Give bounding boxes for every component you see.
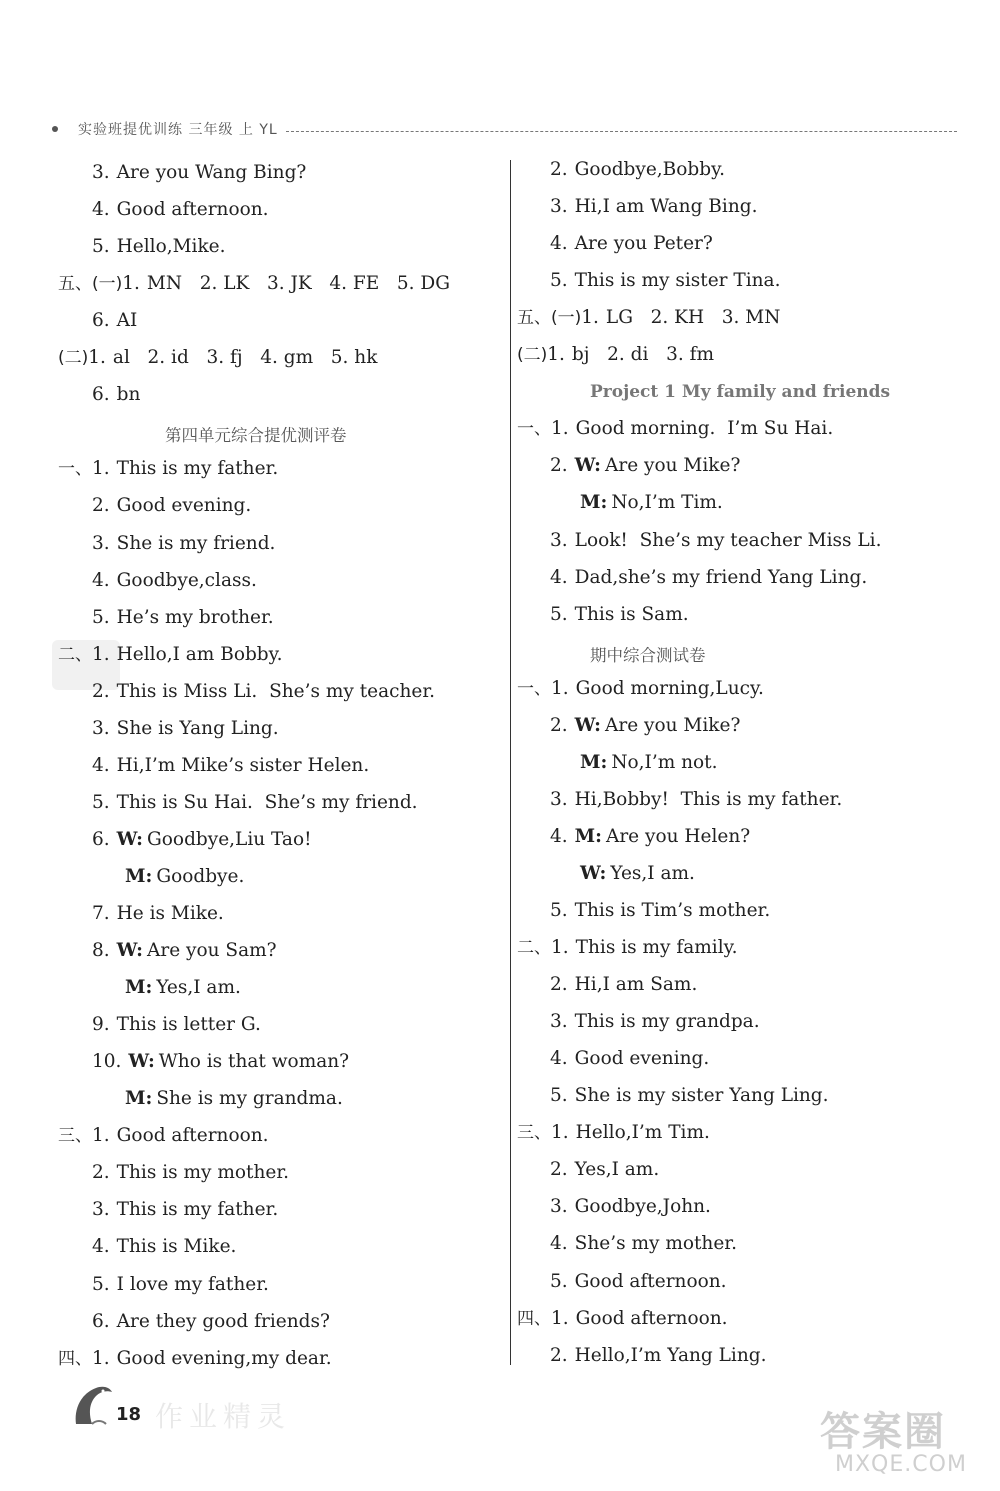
answer-line xyxy=(517,343,714,367)
answer-text: She is my sister Yang Ling. xyxy=(574,1085,829,1107)
answer-text: Hello,I am Bobby. xyxy=(116,643,283,665)
answer-line xyxy=(58,1347,332,1371)
item-number: 1. xyxy=(547,344,565,366)
item-number: 3. xyxy=(550,1011,568,1033)
item-number: 1. xyxy=(92,643,110,665)
answer-line xyxy=(550,566,867,590)
answer-line xyxy=(92,828,312,852)
item-number: 5. xyxy=(92,236,110,258)
answer-text: He is Mike. xyxy=(116,903,224,924)
answer-line xyxy=(58,346,377,370)
item-number: 5. xyxy=(550,1270,568,1292)
answer-text: Yes,I am. xyxy=(574,1159,660,1181)
answer-line xyxy=(580,751,718,775)
answer-line xyxy=(58,457,278,481)
answer-text: Goodbye,John. xyxy=(574,1196,711,1218)
speaker-label: W: xyxy=(574,714,602,736)
item-number: 5. xyxy=(550,270,568,292)
answer-text: Good afternoon. xyxy=(574,1270,727,1292)
item-number: 3. xyxy=(550,788,568,810)
answer-line xyxy=(550,1195,711,1219)
answer-text: This is my grandpa. xyxy=(574,1011,760,1033)
speaker-label: M: xyxy=(125,865,153,887)
section-marker: 二、 xyxy=(58,644,92,665)
answer-text: She’s my mother. xyxy=(574,1233,737,1255)
answer-text: She is my grandma. xyxy=(156,1088,343,1110)
answer-line xyxy=(92,902,224,926)
answer-line xyxy=(92,791,418,815)
answer-text: Are you Peter? xyxy=(574,233,713,255)
page-header xyxy=(52,117,957,141)
answer-line xyxy=(550,195,757,219)
section-marker: 一、 xyxy=(517,678,551,699)
answer-line xyxy=(125,1087,343,1111)
answer-text: Yes,I am. xyxy=(610,862,695,884)
item-number: 2. xyxy=(550,1159,568,1181)
item-number: 7. xyxy=(92,903,110,924)
answer-line xyxy=(58,643,283,667)
item-number: 5. xyxy=(550,1085,568,1107)
answer-line xyxy=(92,1161,289,1185)
answer-line xyxy=(550,899,770,923)
answer-line xyxy=(550,714,740,738)
item-number: 1. xyxy=(551,418,569,440)
answer-text: Good afternoon. xyxy=(116,1125,269,1147)
answer-line xyxy=(550,1047,709,1071)
speaker-label: W: xyxy=(574,455,602,477)
item-number: 10. xyxy=(92,1051,122,1073)
answer-text: This is Tim’s mother. xyxy=(574,900,771,921)
answer-line xyxy=(92,1050,349,1074)
section-marker: 四、 xyxy=(58,1348,92,1369)
section-marker: 二、 xyxy=(517,938,551,959)
answer-line xyxy=(550,825,750,849)
answer-text: Good evening,my dear. xyxy=(116,1347,332,1369)
answer-line xyxy=(92,1235,236,1259)
item-number: 4. xyxy=(550,566,568,588)
speaker-label: M: xyxy=(125,977,153,999)
answer-line xyxy=(550,158,725,182)
answer-text: This is Mike. xyxy=(116,1236,237,1258)
answer-line xyxy=(92,717,279,741)
answer-line xyxy=(92,1013,261,1037)
answer-text: She is my friend. xyxy=(116,532,276,554)
answer-line xyxy=(550,232,713,256)
item-number: 3. xyxy=(92,162,110,183)
answer-line xyxy=(550,1010,760,1034)
answer-text: This is my sister Tina. xyxy=(574,270,781,292)
item-number: 3. xyxy=(550,196,568,218)
item-number: 1. xyxy=(92,1125,110,1147)
section-marker: 一、 xyxy=(58,459,92,480)
answer-text: Yes,I am. xyxy=(156,977,241,999)
speaker-label: M: xyxy=(574,825,602,847)
watermark-url: MXQE.COM xyxy=(835,1452,967,1477)
item-number: 4. xyxy=(550,233,568,255)
item-number: 6. xyxy=(92,828,110,850)
answer-text: Look! She’s my teacher Miss Li. xyxy=(574,529,882,551)
item-number: 1. xyxy=(92,458,110,480)
answer-line xyxy=(517,306,780,330)
section-marker: 五、(一) xyxy=(58,274,123,295)
answer-line xyxy=(550,1084,829,1108)
answer-line xyxy=(92,494,251,518)
answer-line xyxy=(92,939,277,963)
answer-line xyxy=(92,161,306,185)
answer-text: MN 2. LK 3. JK 4. FE 5. DG xyxy=(146,273,451,295)
answer-text: bn xyxy=(116,384,141,406)
item-number: 3. xyxy=(550,529,568,551)
answer-line xyxy=(517,1121,710,1145)
item-number: 1. xyxy=(581,307,599,329)
answer-line xyxy=(580,491,723,515)
answer-text: This is my family. xyxy=(575,937,738,959)
answer-text: Hi,I’m Mike’s sister Helen. xyxy=(116,754,370,776)
header-rule xyxy=(286,131,957,132)
answer-line xyxy=(58,272,450,296)
answer-line xyxy=(92,680,435,704)
item-number: 2. xyxy=(92,495,110,517)
item-number: 1. xyxy=(88,347,106,369)
item-number: 4. xyxy=(550,1233,568,1255)
answer-text: Good morning,Lucy. xyxy=(575,677,764,699)
dolphin-icon xyxy=(70,1380,114,1430)
item-number: 3. xyxy=(92,717,110,739)
item-number: 1. xyxy=(122,273,140,295)
answer-line xyxy=(125,976,241,1000)
answer-text: No,I’m not. xyxy=(611,751,718,773)
item-number: 5. xyxy=(92,791,110,813)
section-marker: 四、 xyxy=(517,1308,551,1329)
answer-text: This is Sam. xyxy=(574,603,689,625)
answer-line xyxy=(550,1232,737,1256)
answer-line xyxy=(517,417,833,441)
answer-line xyxy=(125,865,244,889)
answer-text: Hello,Mike. xyxy=(116,236,226,258)
item-number: 8. xyxy=(92,940,110,962)
item-number: 9. xyxy=(92,1014,110,1036)
answer-text: Hi,I am Wang Bing. xyxy=(574,196,758,218)
answer-text: Who is that woman? xyxy=(158,1051,350,1073)
section-heading: 第四单元综合提优测评卷 xyxy=(165,426,347,446)
answer-line xyxy=(92,532,275,556)
answer-line xyxy=(92,235,226,259)
item-number: 5. xyxy=(550,603,568,625)
answer-text: Hi,Bobby! This is my father. xyxy=(574,788,843,810)
item-number: 2. xyxy=(92,1162,110,1184)
answer-text: Good morning. I’m Su Hai. xyxy=(575,418,834,440)
answer-text: No,I’m Tim. xyxy=(611,492,723,514)
column-divider xyxy=(510,160,511,1365)
answer-text: al 2. id 3. fj 4. gm 5. hk xyxy=(112,347,378,369)
answer-text: This is my mother. xyxy=(116,1162,290,1184)
item-number: 5. xyxy=(92,606,110,628)
speaker-label: W: xyxy=(580,862,607,884)
item-number: 1. xyxy=(551,1307,569,1329)
section-marker: (二) xyxy=(58,348,89,369)
answer-line xyxy=(92,1310,330,1334)
answer-text: Are you Mike? xyxy=(605,714,741,736)
answer-line xyxy=(580,862,695,886)
answer-text: Are you Wang Bing? xyxy=(116,162,307,183)
answer-line xyxy=(92,754,369,778)
watermark-logo: 答案圈 xyxy=(820,1409,946,1455)
answer-text: I love my father. xyxy=(116,1273,269,1295)
item-number: 4. xyxy=(92,569,110,591)
answer-text: Good evening. xyxy=(116,495,252,517)
item-number: 5. xyxy=(550,900,568,921)
answer-text: Are you Helen? xyxy=(605,825,751,847)
answer-line xyxy=(92,198,269,222)
answer-text: LG 2. KH 3. MN xyxy=(605,307,781,329)
answer-line xyxy=(58,1124,269,1148)
answer-text: This is Su Hai. She’s my friend. xyxy=(116,791,418,813)
answer-line xyxy=(550,1270,727,1294)
item-number: 4. xyxy=(550,825,568,847)
item-number: 2. xyxy=(550,974,568,996)
speaker-label: M: xyxy=(580,492,608,514)
answer-text: This is Miss Li. She’s my teacher. xyxy=(116,680,436,702)
item-number: 4. xyxy=(92,1236,110,1258)
answer-line xyxy=(92,383,140,407)
item-number: 2. xyxy=(550,714,568,736)
section-heading: Project 1 My family and friends xyxy=(590,382,891,403)
item-number: 3. xyxy=(92,532,110,554)
book-title: 实验班提优训练 三年级 上 YL xyxy=(78,122,278,138)
answer-line xyxy=(550,1158,659,1182)
answer-text: Dad,she’s my friend Yang Ling. xyxy=(574,566,868,588)
speaker-label: W: xyxy=(128,1051,155,1073)
section-heading: 期中综合测试卷 xyxy=(590,645,706,665)
page-footer xyxy=(70,1380,141,1430)
answer-text: Goodbye,Liu Tao! xyxy=(147,828,312,850)
answer-text: This is my father. xyxy=(116,458,279,480)
answer-line xyxy=(92,309,137,333)
item-number: 6. xyxy=(92,384,110,406)
item-number: 2. xyxy=(92,680,110,702)
answer-text: Good afternoon. xyxy=(116,199,269,221)
answer-text: Hello,I’m Yang Ling. xyxy=(574,1344,767,1366)
item-number: 1. xyxy=(551,1122,569,1144)
answer-line xyxy=(550,269,780,293)
section-marker: 五、(一) xyxy=(517,308,582,329)
section-marker: 三、 xyxy=(58,1126,92,1147)
answer-text: Good afternoon. xyxy=(575,1307,728,1329)
section-marker: (二) xyxy=(517,345,548,366)
watermark-left: 作业精灵 xyxy=(155,1400,292,1433)
page-number: 18 xyxy=(116,1403,142,1425)
answer-text: Hello,I’m Tim. xyxy=(575,1122,710,1144)
answer-text: Good evening. xyxy=(574,1048,710,1070)
item-number: 3. xyxy=(92,1199,110,1221)
speaker-label: W: xyxy=(116,828,144,850)
answer-text: Goodbye. xyxy=(156,865,245,887)
answer-text: Are you Mike? xyxy=(605,455,741,477)
item-number: 1. xyxy=(92,1347,110,1369)
answer-line xyxy=(92,606,274,630)
answer-line xyxy=(550,603,689,627)
answer-text: Goodbye,Bobby. xyxy=(574,159,725,180)
answer-line xyxy=(92,1198,278,1222)
answer-text: He’s my brother. xyxy=(116,606,274,628)
item-number: 4. xyxy=(92,754,110,776)
answer-line xyxy=(92,569,257,593)
item-number: 2. xyxy=(550,455,568,477)
answer-text: Are they good friends? xyxy=(116,1310,330,1332)
speaker-label: W: xyxy=(116,940,144,962)
answer-text: This is letter G. xyxy=(116,1014,261,1036)
item-number: 6. xyxy=(92,1310,110,1332)
answer-text: She is Yang Ling. xyxy=(116,717,279,739)
item-number: 5. xyxy=(92,1273,110,1295)
answer-text: Are you Sam? xyxy=(147,940,277,962)
item-number: 1. xyxy=(551,677,569,699)
speaker-label: M: xyxy=(580,751,608,773)
answer-line xyxy=(550,1344,767,1368)
answer-line xyxy=(550,454,740,478)
answer-line xyxy=(517,936,738,960)
answer-line xyxy=(550,973,697,997)
answer-line xyxy=(92,1273,269,1297)
answer-text: AI xyxy=(116,310,138,332)
answer-line xyxy=(550,788,842,812)
item-number: 4. xyxy=(92,199,110,221)
section-marker: 一、 xyxy=(517,419,551,440)
item-number: 4. xyxy=(550,1048,568,1070)
item-number: 6. xyxy=(92,310,110,332)
speaker-label: M: xyxy=(125,1088,153,1110)
item-number: 2. xyxy=(550,1344,568,1366)
item-number: 1. xyxy=(551,937,569,959)
item-number: 2. xyxy=(550,159,568,180)
answer-text: bj 2. di 3. fm xyxy=(571,344,714,366)
section-marker: 三、 xyxy=(517,1123,551,1144)
answer-line xyxy=(517,677,764,701)
answer-text: Goodbye,class. xyxy=(116,569,257,591)
item-number: 3. xyxy=(550,1196,568,1218)
answer-line xyxy=(550,529,881,553)
answer-text: This is my father. xyxy=(116,1199,279,1221)
answer-line xyxy=(517,1307,728,1331)
answer-text: Hi,I am Sam. xyxy=(574,974,698,996)
bullet-dot-icon xyxy=(52,126,58,132)
